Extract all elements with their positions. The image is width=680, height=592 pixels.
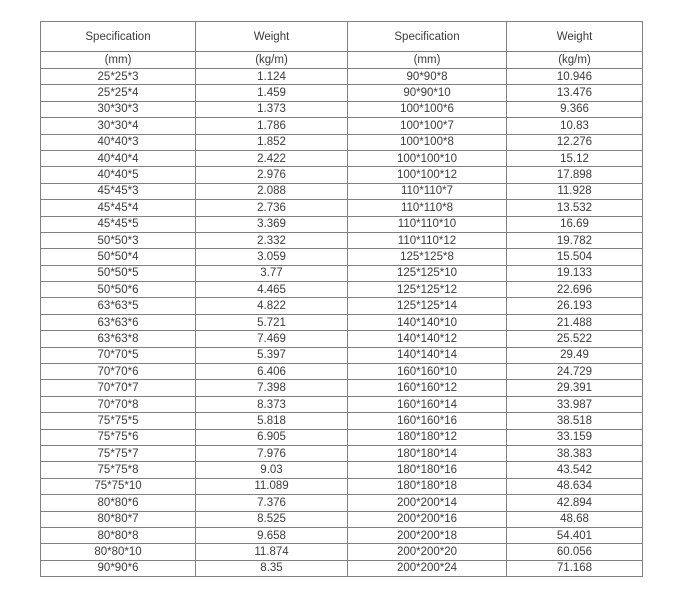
unit-kgm-right: (kg/m) <box>507 52 643 69</box>
table-row <box>41 69 643 85</box>
spec-cell-right: 90*90*10 <box>348 85 507 101</box>
table-row <box>41 200 643 216</box>
weight-cell-right: 15.12 <box>507 150 643 166</box>
table-row <box>41 167 643 183</box>
table-row <box>41 429 643 445</box>
table-row <box>41 85 643 101</box>
spec-cell-left: 90*90*6 <box>41 560 196 576</box>
spec-cell-left: 63*63*6 <box>41 314 196 330</box>
unit-mm-right: (mm) <box>348 52 507 69</box>
weight-cell-left: 1.373 <box>196 101 348 117</box>
weight-cell-left: 7.398 <box>196 380 348 396</box>
spec-cell-left: 40*40*5 <box>41 167 196 183</box>
weight-cell-right: 21.488 <box>507 314 643 330</box>
weight-cell-right: 24.729 <box>507 364 643 380</box>
units-row <box>41 52 643 69</box>
spec-cell-left: 75*75*5 <box>41 413 196 429</box>
spec-cell-right: 200*200*14 <box>348 495 507 511</box>
column-header-specification-right: Specification <box>348 22 507 52</box>
spec-cell-left: 63*63*8 <box>41 331 196 347</box>
weight-cell-right: 42.894 <box>507 495 643 511</box>
weight-cell-left: 7.976 <box>196 445 348 461</box>
spec-cell-left: 40*40*3 <box>41 134 196 150</box>
table-row <box>41 445 643 461</box>
spec-cell-right: 125*125*10 <box>348 265 507 281</box>
spec-cell-right: 160*160*10 <box>348 364 507 380</box>
spec-cell-left: 25*25*3 <box>41 69 196 85</box>
spec-cell-right: 125*125*14 <box>348 298 507 314</box>
spec-cell-right: 180*180*14 <box>348 445 507 461</box>
spec-cell-right: 180*180*12 <box>348 429 507 445</box>
unit-kgm-left: (kg/m) <box>196 52 348 69</box>
weight-cell-left: 7.469 <box>196 331 348 347</box>
weight-cell-left: 11.874 <box>196 544 348 560</box>
weight-cell-left: 3.369 <box>196 216 348 232</box>
table-row <box>41 134 643 150</box>
table-row <box>41 298 643 314</box>
weight-cell-left: 8.373 <box>196 396 348 412</box>
table-row <box>41 183 643 199</box>
weight-cell-right: 48.634 <box>507 478 643 494</box>
spec-cell-left: 30*30*4 <box>41 118 196 134</box>
weight-cell-right: 26.193 <box>507 298 643 314</box>
weight-cell-left: 6.905 <box>196 429 348 445</box>
table-row <box>41 216 643 232</box>
spec-cell-left: 30*30*3 <box>41 101 196 117</box>
table-row <box>41 118 643 134</box>
weight-cell-left: 2.736 <box>196 200 348 216</box>
table-row <box>41 331 643 347</box>
weight-cell-right: 10.83 <box>507 118 643 134</box>
table-row <box>41 232 643 248</box>
weight-cell-right: 48.68 <box>507 511 643 527</box>
spec-cell-right: 140*140*10 <box>348 314 507 330</box>
spec-cell-right: 100*100*6 <box>348 101 507 117</box>
table-body <box>41 69 643 577</box>
table-row <box>41 495 643 511</box>
weight-cell-right: 16.69 <box>507 216 643 232</box>
spec-cell-left: 40*40*4 <box>41 150 196 166</box>
weight-cell-right: 19.782 <box>507 232 643 248</box>
weight-cell-right: 12.276 <box>507 134 643 150</box>
spec-cell-right: 100*100*10 <box>348 150 507 166</box>
column-header-weight-left: Weight <box>196 22 348 52</box>
spec-cell-right: 140*140*12 <box>348 331 507 347</box>
weight-cell-right: 15.504 <box>507 249 643 265</box>
spec-cell-right: 90*90*8 <box>348 69 507 85</box>
weight-cell-right: 38.383 <box>507 445 643 461</box>
weight-cell-left: 4.822 <box>196 298 348 314</box>
weight-cell-left: 1.124 <box>196 69 348 85</box>
spec-cell-left: 70*70*5 <box>41 347 196 363</box>
table-row <box>41 527 643 543</box>
spec-cell-left: 70*70*7 <box>41 380 196 396</box>
weight-cell-left: 9.658 <box>196 527 348 543</box>
weight-cell-left: 9.03 <box>196 462 348 478</box>
spec-cell-right: 125*125*12 <box>348 282 507 298</box>
weight-cell-left: 6.406 <box>196 364 348 380</box>
weight-cell-right: 54.401 <box>507 527 643 543</box>
table-row <box>41 265 643 281</box>
weight-cell-left: 2.976 <box>196 167 348 183</box>
weight-cell-left: 2.332 <box>196 232 348 248</box>
table-head <box>41 22 643 69</box>
table-row <box>41 380 643 396</box>
table-row <box>41 396 643 412</box>
weight-cell-right: 22.696 <box>507 282 643 298</box>
header-row <box>41 22 643 52</box>
weight-cell-left: 2.088 <box>196 183 348 199</box>
spec-cell-left: 75*75*8 <box>41 462 196 478</box>
weight-cell-right: 9.366 <box>507 101 643 117</box>
weight-cell-left: 5.818 <box>196 413 348 429</box>
weight-cell-left: 1.852 <box>196 134 348 150</box>
spec-cell-left: 80*80*8 <box>41 527 196 543</box>
spec-cell-left: 45*45*5 <box>41 216 196 232</box>
weight-cell-right: 33.159 <box>507 429 643 445</box>
table-row <box>41 462 643 478</box>
spec-cell-right: 100*100*8 <box>348 134 507 150</box>
spec-cell-right: 200*200*16 <box>348 511 507 527</box>
spec-cell-left: 45*45*4 <box>41 200 196 216</box>
spec-cell-left: 50*50*5 <box>41 265 196 281</box>
weight-cell-right: 13.532 <box>507 200 643 216</box>
spec-cell-left: 70*70*6 <box>41 364 196 380</box>
table-row <box>41 347 643 363</box>
weight-cell-left: 3.77 <box>196 265 348 281</box>
spec-cell-right: 200*200*18 <box>348 527 507 543</box>
weight-cell-right: 25.522 <box>507 331 643 347</box>
spec-cell-right: 100*100*7 <box>348 118 507 134</box>
table-row <box>41 511 643 527</box>
weight-cell-right: 13.476 <box>507 85 643 101</box>
spec-cell-right: 200*200*24 <box>348 560 507 576</box>
table-row <box>41 150 643 166</box>
spec-cell-left: 80*80*7 <box>41 511 196 527</box>
spec-cell-right: 160*160*14 <box>348 396 507 412</box>
weight-cell-right: 11.928 <box>507 183 643 199</box>
table-row <box>41 478 643 494</box>
spec-cell-right: 160*160*16 <box>348 413 507 429</box>
spec-cell-right: 160*160*12 <box>348 380 507 396</box>
spec-cell-left: 50*50*4 <box>41 249 196 265</box>
table-row <box>41 560 643 576</box>
table-row <box>41 413 643 429</box>
spec-cell-right: 110*110*7 <box>348 183 507 199</box>
weight-cell-left: 3.059 <box>196 249 348 265</box>
unit-mm-left: (mm) <box>41 52 196 69</box>
weight-cell-left: 2.422 <box>196 150 348 166</box>
weight-cell-left: 8.525 <box>196 511 348 527</box>
weight-cell-right: 60.056 <box>507 544 643 560</box>
spec-cell-right: 110*110*12 <box>348 232 507 248</box>
weight-cell-right: 33.987 <box>507 396 643 412</box>
spec-weight-table <box>40 21 643 577</box>
spec-cell-left: 45*45*3 <box>41 183 196 199</box>
spec-cell-right: 110*110*8 <box>348 200 507 216</box>
spec-cell-left: 50*50*6 <box>41 282 196 298</box>
table-row <box>41 249 643 265</box>
spec-cell-left: 80*80*6 <box>41 495 196 511</box>
weight-cell-left: 4.465 <box>196 282 348 298</box>
weight-cell-left: 5.397 <box>196 347 348 363</box>
spec-cell-right: 180*180*16 <box>348 462 507 478</box>
weight-cell-left: 1.459 <box>196 85 348 101</box>
spec-cell-left: 80*80*10 <box>41 544 196 560</box>
table-row <box>41 282 643 298</box>
table-row <box>41 314 643 330</box>
spec-cell-left: 75*75*10 <box>41 478 196 494</box>
spec-cell-right: 140*140*14 <box>348 347 507 363</box>
spec-cell-left: 50*50*3 <box>41 232 196 248</box>
table-row <box>41 544 643 560</box>
weight-cell-right: 29.391 <box>507 380 643 396</box>
spec-cell-right: 110*110*10 <box>348 216 507 232</box>
spec-cell-right: 125*125*8 <box>348 249 507 265</box>
spec-cell-right: 100*100*12 <box>348 167 507 183</box>
column-header-specification-left: Specification <box>41 22 196 52</box>
spec-cell-left: 25*25*4 <box>41 85 196 101</box>
weight-cell-right: 38.518 <box>507 413 643 429</box>
weight-cell-right: 71.168 <box>507 560 643 576</box>
weight-cell-left: 11.089 <box>196 478 348 494</box>
table-row <box>41 364 643 380</box>
weight-cell-left: 7.376 <box>196 495 348 511</box>
weight-cell-right: 43.542 <box>507 462 643 478</box>
weight-cell-right: 10.946 <box>507 69 643 85</box>
spec-cell-left: 75*75*6 <box>41 429 196 445</box>
table-row <box>41 101 643 117</box>
spec-cell-left: 70*70*8 <box>41 396 196 412</box>
weight-cell-left: 8.35 <box>196 560 348 576</box>
spec-cell-right: 200*200*20 <box>348 544 507 560</box>
column-header-weight-right: Weight <box>507 22 643 52</box>
weight-cell-right: 17.898 <box>507 167 643 183</box>
weight-cell-left: 1.786 <box>196 118 348 134</box>
spec-cell-left: 75*75*7 <box>41 445 196 461</box>
weight-cell-right: 19.133 <box>507 265 643 281</box>
spec-cell-right: 180*180*18 <box>348 478 507 494</box>
weight-cell-left: 5.721 <box>196 314 348 330</box>
spec-cell-left: 63*63*5 <box>41 298 196 314</box>
weight-cell-right: 29.49 <box>507 347 643 363</box>
